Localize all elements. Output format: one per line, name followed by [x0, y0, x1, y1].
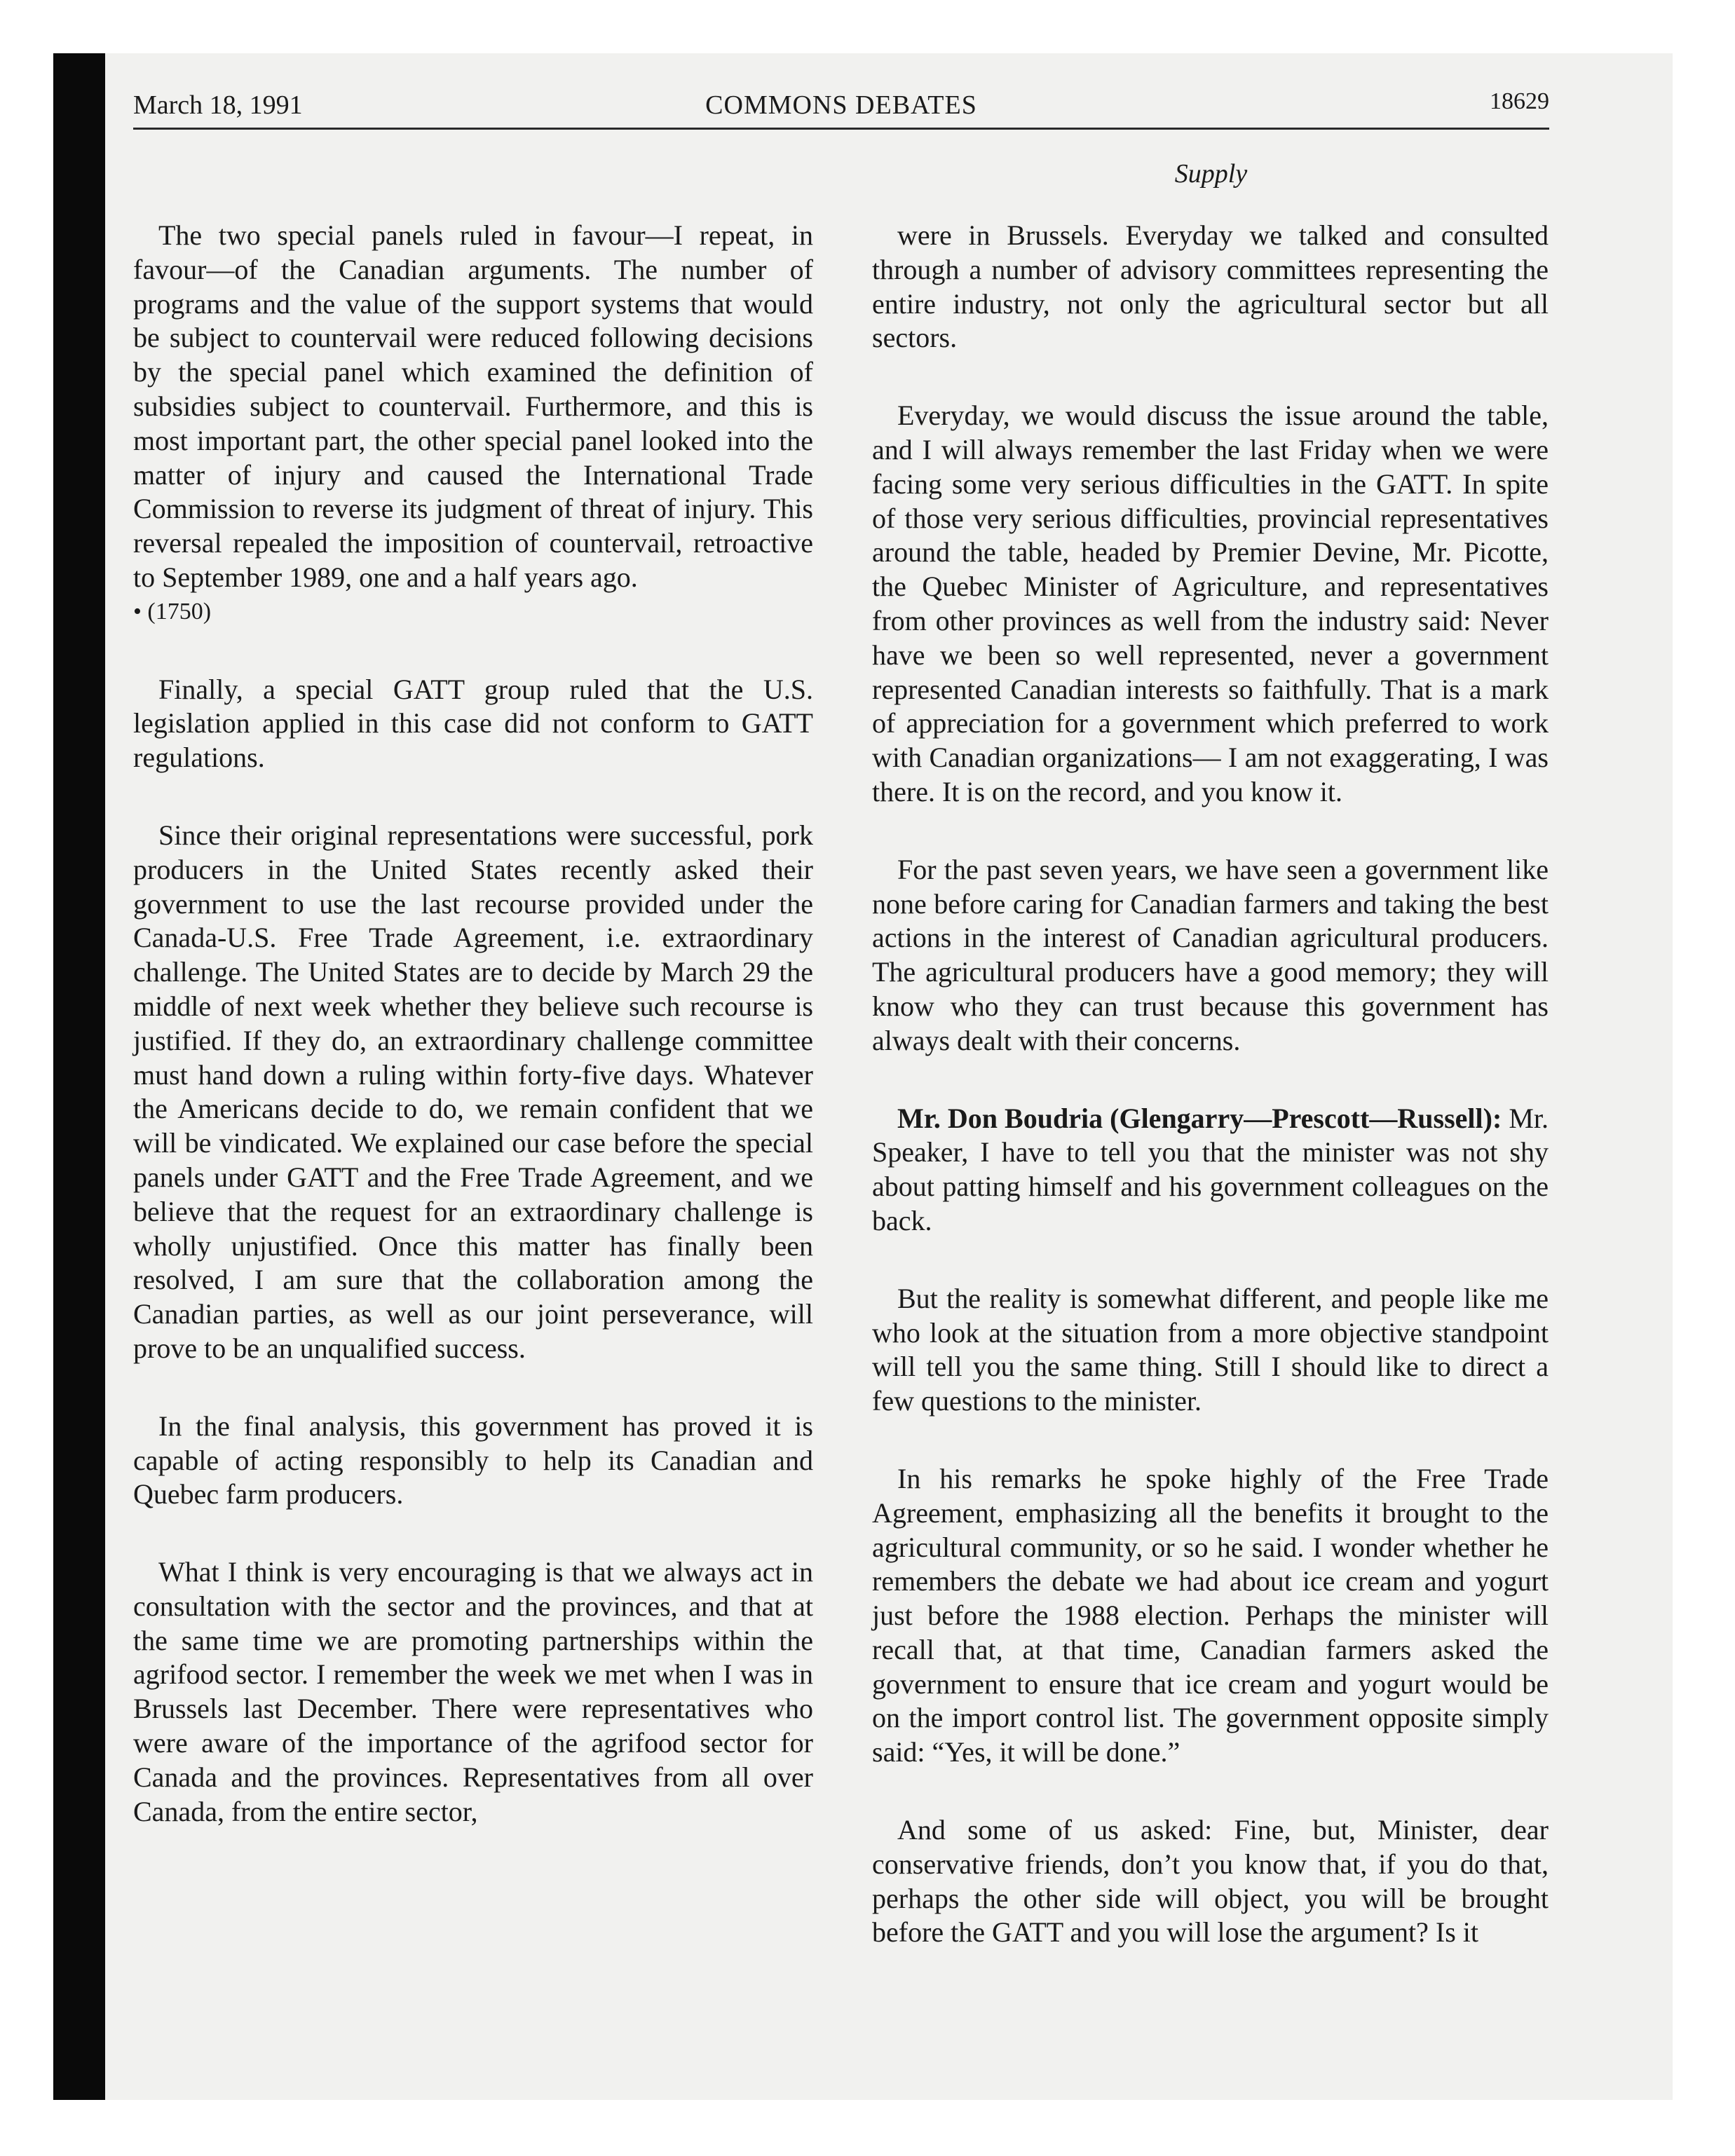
time-marker: • (1750) — [133, 598, 212, 625]
paragraph: And some of us asked: Fine, but, Minister, dear conservative friends, don’t you know that, if you do that, perhaps the other side will object, you will be brought before the GATT and you will lose the argument? Is it — [872, 1814, 1549, 1949]
page-number: 18629 — [1490, 88, 1549, 114]
section-label: Supply — [1174, 159, 1248, 189]
header-date: March 18, 1991 — [133, 90, 303, 120]
speaker-paragraph — [872, 1102, 1549, 1239]
speaker-text: Mr. Speaker, I have to tell you that the minister was not shy about patting himself and his government colleagues on the back. — [872, 1102, 1549, 1236]
header-title: COMMONS DEBATES — [705, 90, 977, 120]
left-column — [133, 219, 813, 1872]
paragraph: In his remarks he spoke highly of the Free Trade Agreement, emphasizing all the benefits it brought to the agricultural community, or so he said. I wonder whether he remembers the debate we had about ice cream and yogurt just before the 1988 election. Perhaps the minister will recall that, at that time, Canadian farmers asked the government to ensure that ice cream and yogurt would be on the import control list. The government opposite simply said: “Yes, it will be done.” — [872, 1462, 1549, 1768]
paragraph: were in Brussels. Everyday we talked and consulted through a number of advisory committees representing the entire industry, not only the agricultural sector but all sectors. — [872, 219, 1549, 354]
paragraph: In the final analysis, this government has proved it is capable of acting responsibly to help its Canadian and Quebec farm producers. — [133, 1410, 813, 1510]
binding-edge — [53, 53, 105, 2100]
speaker-name: Mr. Don Boudria (Glengarry—Prescott—Russell): — [897, 1102, 1502, 1134]
right-column — [872, 219, 1549, 1993]
paragraph: But the reality is somewhat different, and people like me who look at the situation from a more objective standpoint will tell you the same thing. Still I should like to direct a few questions to the minister. — [872, 1282, 1549, 1417]
paragraph: What I think is very encouraging is that we always act in consultation with the sector and the provinces, and that at the same time we are promoting partnerships within the agrifood sector. I remember the week we met when I was in Brussels last December. There were representatives who were aware of the importance of the agrifood sector for Canada and the provinces. Representatives from all over Canada, from the entire sector, — [133, 1556, 813, 1827]
paragraph: For the past seven years, we have seen a government like none before caring for Canadian farmers and taking the best actions in the interest of Canadian agricultural producers. The agricultural producers have a good memory; they will know who they can trust because this government has always dealt with their concerns. — [872, 853, 1549, 1056]
paragraph: Everyday, we would discuss the issue around the table, and I will always remember the last Friday when we were facing some very serious difficulties in the GATT. In spite of those very serious difficulties, provincial representatives around the table, headed by Premier Devine, Mr. Picotte, the Quebec Minister of Agriculture, and representatives from other provinces as well from the industry said: Never have we been so well represented, never a government represented Canadian interests so faithfully. That is a mark of appreciation for a government which preferred to work with Canadian organizations— I am not exaggerating, I was there. It is on the record, and you know it. — [872, 400, 1549, 807]
paragraph: Finally, a special GATT group ruled that the U.S. legislation applied in this case did not conform to GATT regulations. — [133, 673, 813, 774]
paragraph: The two special panels ruled in favour—I repeat, in favour—of the Canadian arguments. The number of programs and the value of the support systems that would be subject to countervail were reduced following decisions by the special panel which examined the definition of subsidies subject to countervail. Furthermore, and this is most important part, the other special panel looked into the matter of injury and caused the International Trade Commission to reverse its judgment of threat of injury. This reversal repealed the imposition of countervail, retroactive to September 1989, one and a half years ago. — [133, 219, 813, 593]
running-header — [133, 84, 1549, 130]
paragraph: Since their original representations were successful, pork producers in the United States recently asked their government to use the last recourse provided under the Canada-U.S. Free Trade Agreement, i.e. extraordinary challenge. The United States are to decide by March 29 the middle of next week whether they believe such recourse is justified. If they do, an extraordinary challenge committee must hand down a ruling within forty-five days. Whatever the Americans decide to do, we remain confident that we will be vindicated. We explained our case before the special panels under GATT and the Free Trade Agreement, and we believe that the request for an extraordinary challenge is wholly unjustified. Once this matter has finally been resolved, I am sure that the collaboration among the Canadian parties, as well as our joint perseverance, will prove to be an unqualified success. — [133, 819, 813, 1364]
